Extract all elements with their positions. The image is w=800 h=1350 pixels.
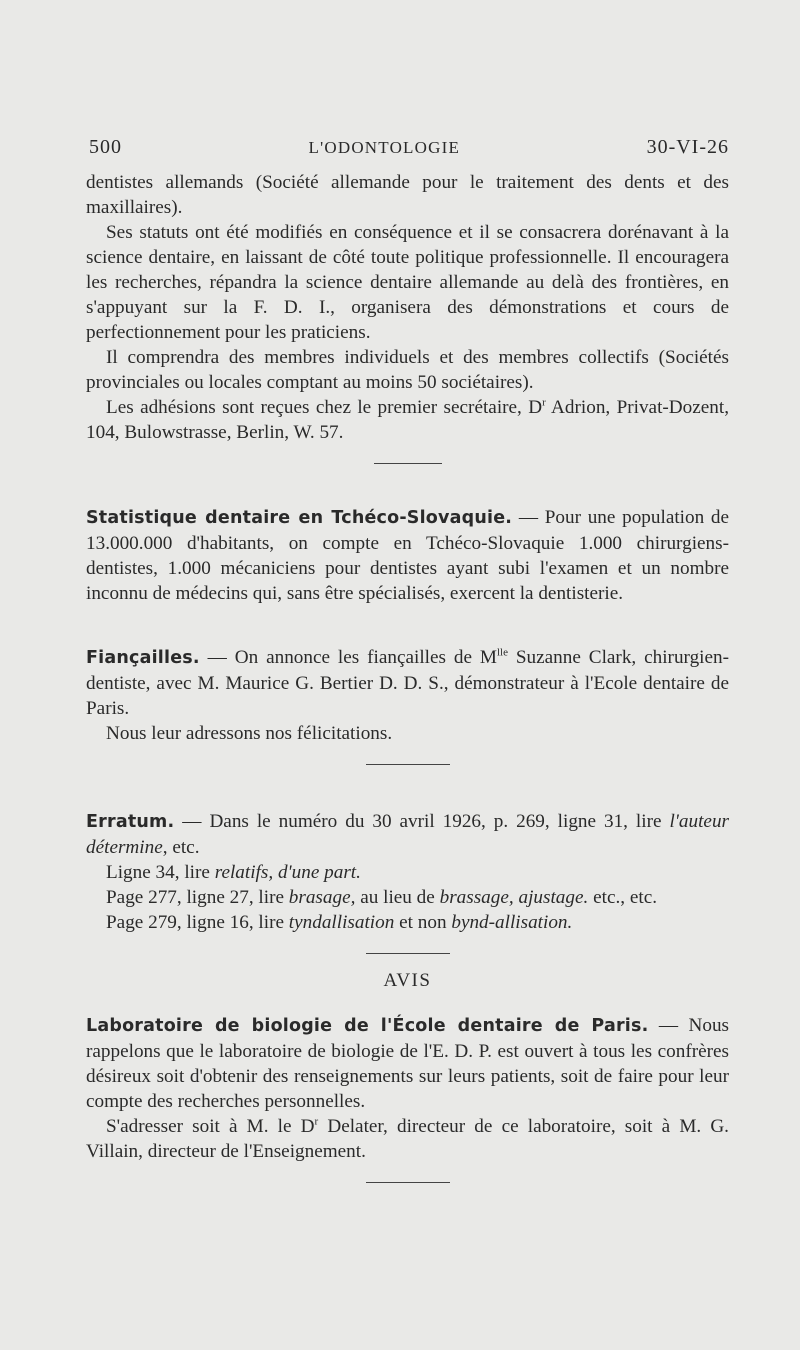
adresser-paragraph: S'adresser soit à M. le $D^r$ Delater, directeur de ce laboratoire, soit à M. G. Villain, directeur de l'Enseignement. xyxy=(86,1115,729,1162)
fiancailles-paragraph: Fiançailles. — On annonce les fiançailles de $M^{lle}$ Suzanne Clark, chirurgien-dentiste, avec M. Maurice G. Bertier D. D. S., démonstrateur à l'Ecole dentaire de Paris. xyxy=(86,646,730,719)
adhesions-paragraph: Les adhésions sont reçues chez le premier secrétaire, $D^r$ Adrion, Privat-Dozent, 104, Bulowstrasse, Berlin, W. 57. xyxy=(86,396,730,443)
running-header xyxy=(89,136,729,159)
statistique-paragraph: Statistique dentaire en Tchéco-Slovaquie. — Pour une population de 13.000.000 d'habitants, on compte en Tchéco-Slovaquie 1.000 chirurgiens-dentistes, 1.000 mécaniciens pour dentistes ayant subi l'examen et un nombre inconnu de médecins qui, sans être spécialisés, exercent la dentisterie. xyxy=(86,507,729,604)
section-divider xyxy=(374,463,442,464)
section-divider xyxy=(366,1182,450,1183)
continuation-paragraph: dentistes allemands (Société allemande pour le traitement des dents et des maxillaires). xyxy=(86,172,729,218)
statuts-paragraph: Ses statuts ont été modifiés en conséquence et il se consacrera dorénavant à la science dentaire, en laissant de côté toute politique professionnelle. Il encouragera les recherches, répandra la science dentaire allemande au delà des frontières, en s'appuyant sur la F. D. I., organisera des démonstrations et cours de perfectionnement pour les praticiens. xyxy=(86,222,729,343)
journal-title: L'ODONTOLOGIE xyxy=(308,138,461,157)
erratum-heading: Erratum. xyxy=(86,812,175,832)
avis-title: AVIS xyxy=(383,970,432,991)
issue-date: 30-VI-26 xyxy=(646,136,729,158)
erratum-line-3: Page 277, ligne 27, lire brasage, au lieu de brassage, ajustage. etc., etc. xyxy=(106,887,658,908)
felicitations-paragraph: Nous leur adressons nos félicitations. xyxy=(106,723,393,744)
erratum-paragraph: Erratum. — Dans le numéro du 30 avril 1926, p. 269, ligne 31, lire l'auteur détermine, etc. xyxy=(86,811,729,858)
erratum-line-4: Page 279, ligne 16, lire tyndallisation et non bynd-allisation. xyxy=(106,912,573,933)
page-body xyxy=(86,170,729,1183)
statistique-heading: Statistique dentaire en Tchéco-Slovaquie. xyxy=(86,508,513,528)
laboratoire-heading: Laboratoire de biologie de l'École dentaire de Paris. xyxy=(86,1016,649,1036)
laboratoire-paragraph: Laboratoire de biologie de l'École dentaire de Paris. — Nous rappelons que le laboratoire de biologie de l'E. D. P. est ouvert à tous les confrères désireux soit d'obtenir des renseignements sur leurs patients, soit de faire pour leur compte des recherches personnelles. xyxy=(86,1015,729,1112)
fiancailles-heading: Fiançailles. xyxy=(86,648,200,668)
membres-paragraph: Il comprendra des membres individuels et des membres collectifs (Sociétés provinciales ou locales comptant au moins 50 sociétaires). xyxy=(86,347,729,393)
page-number: 500 xyxy=(89,136,122,158)
section-divider xyxy=(366,764,450,765)
section-divider xyxy=(366,953,450,954)
erratum-line-2: Ligne 34, lire relatifs, d'une part. xyxy=(106,862,361,883)
